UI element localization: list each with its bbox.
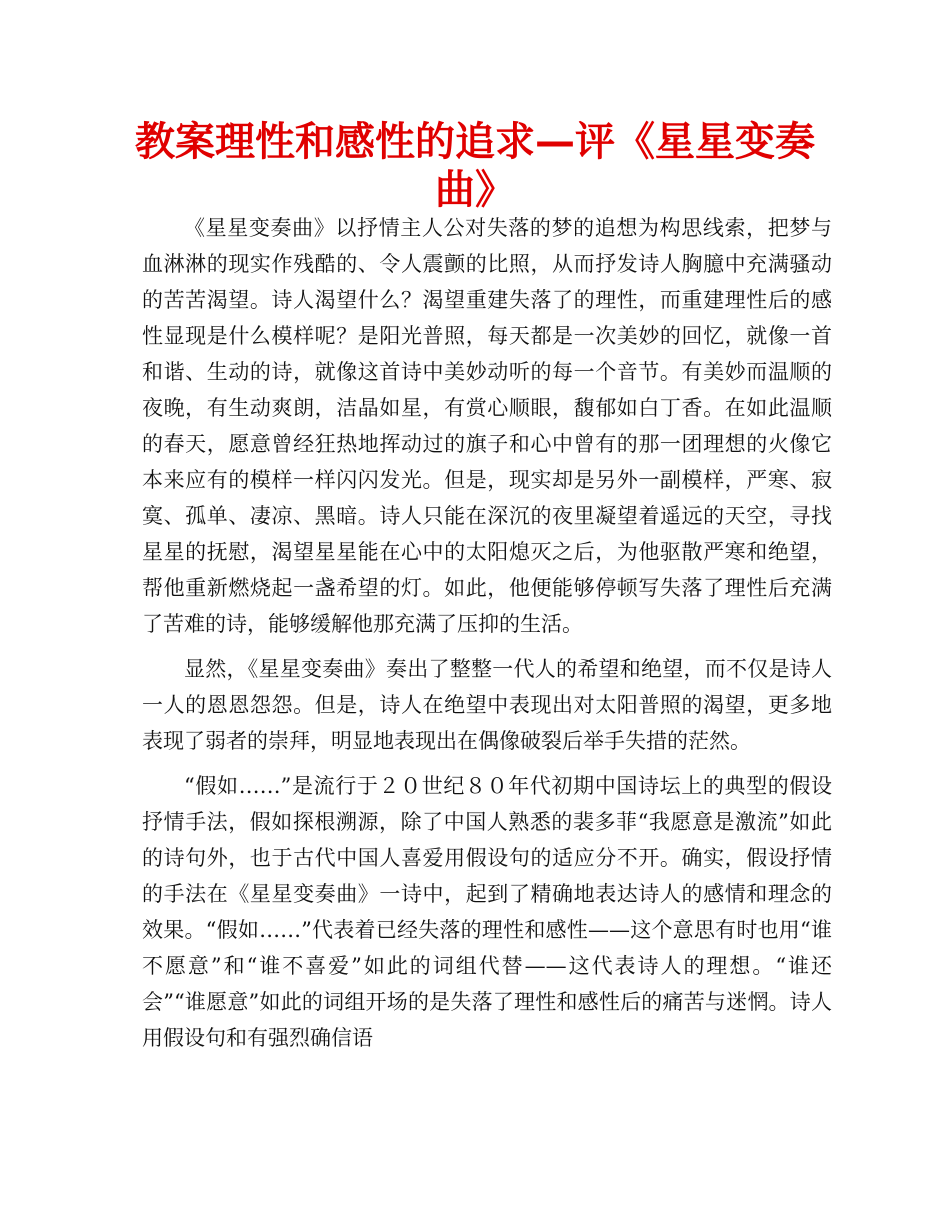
paragraph: 《星星变奏曲》以抒情主人公对失落的梦的追想为构思线索，把梦与血淋淋的现实作残酷的、令人震颤的比照，从而抒发诗人胸臆中充满骚动的苦苦渴望。诗人渴望什么？渴望重建失落了的理性，而重建理性后的感性显现是什么模样呢？是阳光普照，每天都是一次美妙的回忆，就像一首和谐、生动的诗，就像这首诗中美妙动听的每一个音节。有美妙而温顺的夜晚，有生动爽朗，洁晶如星，有赏心顺眼，馥郁如白丁香。在如此温顺的春天，愿意曾经狂热地挥动过的旗子和心中曾有的那一团理想的火像它本来应有的模样一样闪闪发光。但是，现实却是另外一副模样，严寒、寂寞、孤单、凄凉、黑暗。诗人只能在深沉的夜里凝望着遥远的天空，寻找星星的抚慰，渴望星星能在心中的太阳熄灭之后，为他驱散严寒和绝望，帮他重新燃烧起一盏希望的灯。如此，他便能够停顿写失落了理性后充满了苦难的诗，能够缓解他那充满了压抑的生活。 xyxy=(142,216,832,636)
document-body xyxy=(142,210,832,1056)
document-title: 教案理性和感性的追求—评《星星变奏曲》 xyxy=(135,119,815,213)
paragraph: “假如……”是流行于２０世纪８０年代初期中国诗坛上的典型的假设抒情手法，假如探根溯源，除了中国人熟悉的裴多菲“我愿意是激流”如此的诗句外，也于古代中国人喜爱用假设句的适应分不开。确实，假设抒情的手法在《星星变奏曲》一诗中，起到了精确地表达诗人的感情和理念的效果。“假如……”代表着已经失落的理性和感性——这个意思有时也用“谁不愿意”和“谁不喜爱”如此的词组代替——这代表诗人的理想。“谁还会”“谁愿意”如此的词组开场的是失落了理性和感性后的痛苦与迷惘。诗人用假设句和有强烈确信语 xyxy=(142,774,832,1050)
paragraph: 显然，《星星变奏曲》奏出了整整一代人的希望和绝望，而不仅是诗人一人的恩恩怨怨。但是，诗人在绝望中表现出对太阳普照的渴望，更多地表现了弱者的崇拜，明显地表现出在偶像破裂后举手失措的茫然。 xyxy=(142,657,832,753)
